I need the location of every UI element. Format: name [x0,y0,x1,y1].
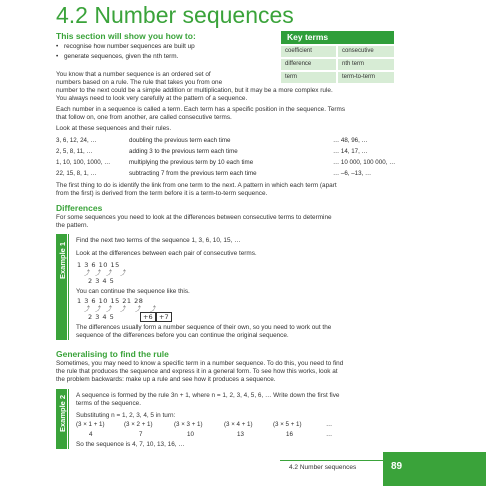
expression: (3 × 4 + 1) [224,421,253,428]
key-term: consecutive [338,46,394,57]
expression: (3 × 2 + 1) [124,421,153,428]
expression: … [326,421,333,428]
paragraph-line: the rule that produces the sequence and express it in a general form. To see how this works, look at [56,368,338,375]
intro-bullet-1: • recognise how number sequences are built up [56,43,195,50]
difference-arrow-icon: ⤴ [84,307,91,313]
paragraph-line: from the first) is derived from the term before it is a term-to-term sequence. [56,190,268,197]
example-1-differences-b: 2 3 4 5 [88,313,115,321]
term-value: 16 [286,431,293,438]
expression: (3 × 1 + 1) [76,421,105,428]
difference-arrow-icon: ⤴ [106,307,113,313]
key-term: nth term [338,59,394,70]
example-1-line: The differences usually form a number sequence of their own, so you need to work out the [76,324,332,331]
next-difference-6: +6 [140,312,156,322]
key-term: term-to-term [338,72,394,83]
example-2-conclusion: So the sequence is 4, 7, 10, 13, 16, … [76,441,185,448]
term-value: 7 [139,431,143,438]
example-1-rule [68,234,69,340]
difference-arrow-icon: ⤴ [150,307,157,313]
term-value: 13 [237,431,244,438]
example-2-label: Example 2 [58,394,67,432]
paragraph-line: You know that a number sequence is an ordered set of [56,71,211,78]
key-terms-heading: Key terms [281,31,394,44]
difference-arrow-icon: ⤴ [106,271,113,277]
key-term: term [281,72,336,83]
difference-arrow-icon: ⤴ [95,271,102,277]
example-1-line: You can continue the sequence like this. [76,288,190,295]
difference-arrow-icon: ⤴ [135,307,142,313]
example-1-line: sequence of the differences before you can continue the original sequence. [76,332,289,339]
footer-section-title: 4.2 Number sequences [289,464,357,471]
intro-bullet-2: • generate sequences, given the nth term. [56,53,179,60]
next-difference-7: +7 [156,312,172,322]
difference-arrow-icon: ⤴ [120,271,127,277]
paragraph-line: Look at these sequences and their rules. [56,125,172,132]
term-value: 4 [89,431,93,438]
difference-arrow-icon: ⤴ [95,307,102,313]
page-title: 4.2 Number sequences [56,2,294,28]
key-term: coefficient [281,46,336,57]
paragraph-line: number to the next could be a simple addition or multiplication, but it may be a more complex rule. [56,87,333,94]
example-1-sequence-a: 1 3 6 10 15 [77,261,120,269]
paragraph-line: Each number in a sequence is called a term. Each term has a specific position in the sequence. Terms [56,106,346,113]
paragraph-line: For some sequences you need to look at the differences between consecutive terms to determine [56,214,332,221]
paragraph-line: Sometimes, you may need to know a specific term in a number sequence. To do this, you need to find [56,360,344,367]
term-value: 10 [187,431,194,438]
term-value: … [326,431,333,438]
paragraph-line: The first thing to do is identify the link from one term to the next. A pattern in which each term (apart [56,182,337,189]
example-2-question: terms of the sequence. [76,400,142,407]
footer-rule [280,460,383,461]
paragraph-line: the problem backwards: make up a rule and see how it produces a sequence. [56,376,276,383]
paragraph-line: You always need to look very carefully at the pattern of a sequence. [56,95,248,102]
generalising-heading: Generalising to find the rule [56,349,169,359]
example-1-label: Example 1 [58,241,67,279]
example-1-differences-a: 2 3 4 5 [88,277,115,285]
key-term: difference [281,59,336,70]
expression: (3 × 5 + 1) [273,421,302,428]
expression: (3 × 3 + 1) [174,421,203,428]
paragraph-line: that follow on, one from another, are called consecutive terms. [56,114,232,121]
example-2-question: A sequence is formed by the rule 3n + 1, where n = 1, 2, 3, 4, 5, 6, … Write down the first five [76,392,340,399]
example-2-rule [68,389,69,449]
page-number: 89 [391,461,403,472]
intro-heading: This section will show you how to: [56,31,196,41]
differences-heading: Differences [56,203,103,213]
example-2-line: Substituting n = 1, 2, 3, 4, 5 in turn: [76,412,176,419]
paragraph-line: the pattern. [56,222,89,229]
difference-arrow-icon: ⤴ [84,271,91,277]
difference-arrow-icon: ⤴ [120,307,127,313]
paragraph-line: numbers based on a rule. The rule that takes you from one [56,79,223,86]
example-1-question: Find the next two terms of the sequence 1, 3, 6, 10, 15, … [76,237,241,244]
example-1-sequence-b: 1 3 6 10 15 21 28 [77,297,144,305]
example-1-line: Look at the differences between each pair of consecutive terms. [76,250,257,257]
